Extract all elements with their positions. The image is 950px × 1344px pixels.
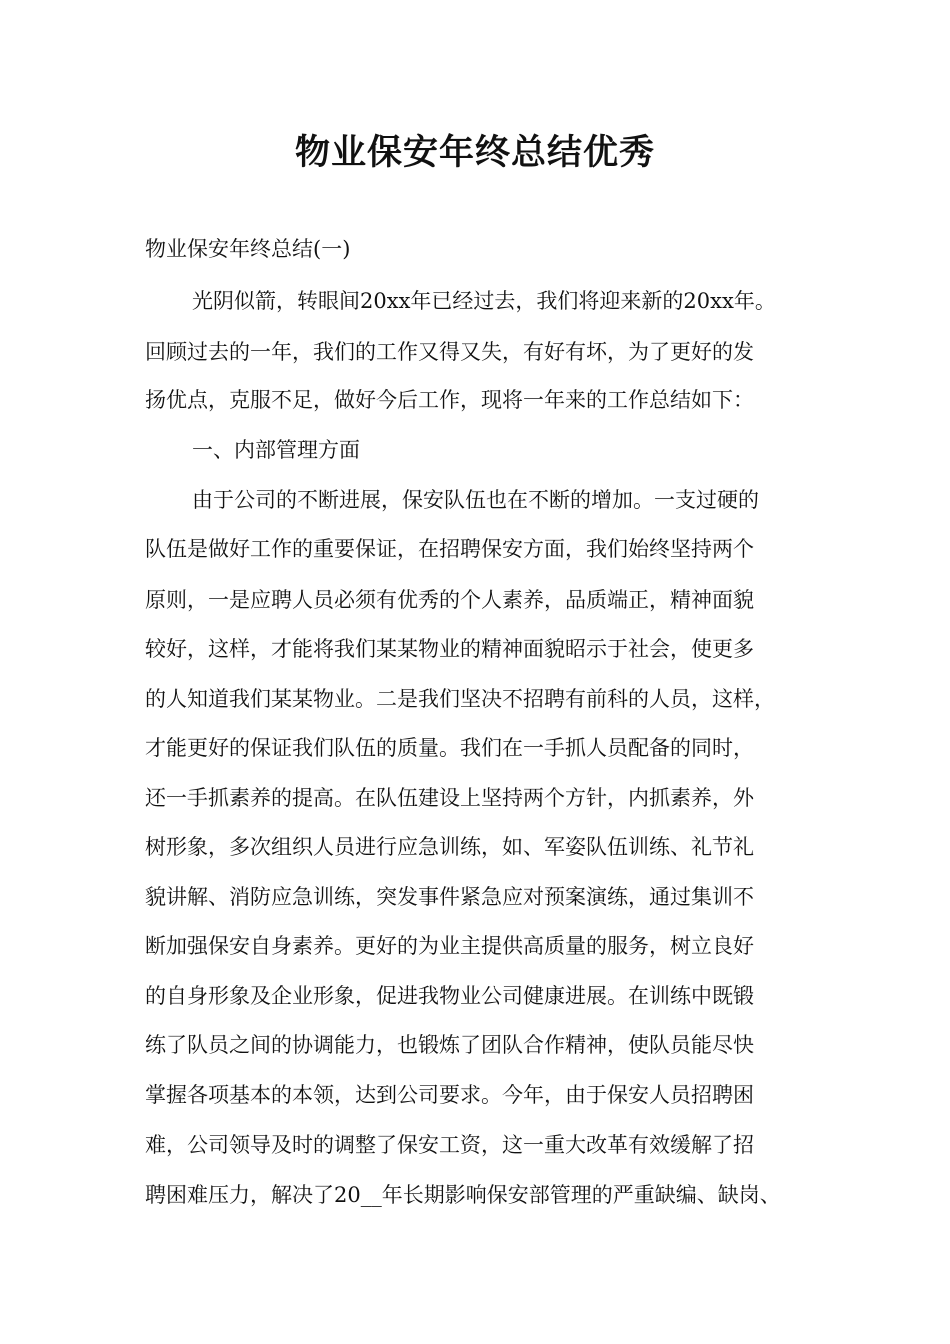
paragraph-line: 断加强保安自身素养。更好的为业主提供高质量的服务，树立良好: [145, 934, 754, 958]
paragraph-line: 光阴似箭，转眼间20xx年已经过去，我们将迎来新的20xx年。: [192, 289, 776, 313]
paragraph-line: 树形象，多次组织人员进行应急训练，如、军姿队伍训练、礼节礼: [145, 835, 754, 859]
paragraph-line: 扬优点，克服不足，做好今后工作，现将一年来的工作总结如下：: [145, 388, 754, 412]
document-title: 物业保安年终总结优秀: [294, 133, 655, 173]
paragraph-line: 的自身形象及企业形象，促进我物业公司健康进展。在训练中既锻: [145, 984, 754, 1008]
paragraph-line: 聘困难压力，解决了20__年长期影响保安部管理的严重缺编、缺岗、: [145, 1183, 781, 1207]
paragraph-line: 较好，这样，才能将我们某某物业的精神面貌昭示于社会，使更多: [145, 637, 754, 661]
paragraph-line: 由于公司的不断进展，保安队伍也在不断的增加。一支过硬的: [192, 488, 759, 512]
paragraph-line: 队伍是做好工作的重要保证，在招聘保安方面，我们始终坚持两个: [145, 537, 754, 561]
paragraph-line: 练了队员之间的协调能力，也锻炼了团队合作精神，使队员能尽快: [145, 1033, 754, 1057]
section-heading: 物业保安年终总结(一): [145, 237, 351, 261]
paragraph-line: 还一手抓素养的提高。在队伍建设上坚持两个方针，内抓素养，外: [145, 786, 754, 810]
paragraph-line: 才能更好的保证我们队伍的质量。我们在一手抓人员配备的同时，: [145, 736, 754, 760]
subsection-heading: 一、内部管理方面: [192, 438, 360, 462]
paragraph-line: 原则，一是应聘人员必须有优秀的个人素养，品质端正，精神面貌: [145, 588, 754, 612]
paragraph-line: 难，公司领导及时的调整了保安工资，这一重大改革有效缓解了招: [145, 1133, 754, 1157]
paragraph-line: 貌讲解、消防应急训练，突发事件紧急应对预案演练，通过集训不: [145, 885, 754, 909]
paragraph-line: 掌握各项基本的本领，达到公司要求。今年，由于保安人员招聘困: [145, 1083, 754, 1107]
paragraph-line: 回顾过去的一年，我们的工作又得又失，有好有坏，为了更好的发: [145, 340, 754, 364]
paragraph-line: 的人知道我们某某物业。二是我们坚决不招聘有前科的人员，这样，: [145, 687, 775, 711]
